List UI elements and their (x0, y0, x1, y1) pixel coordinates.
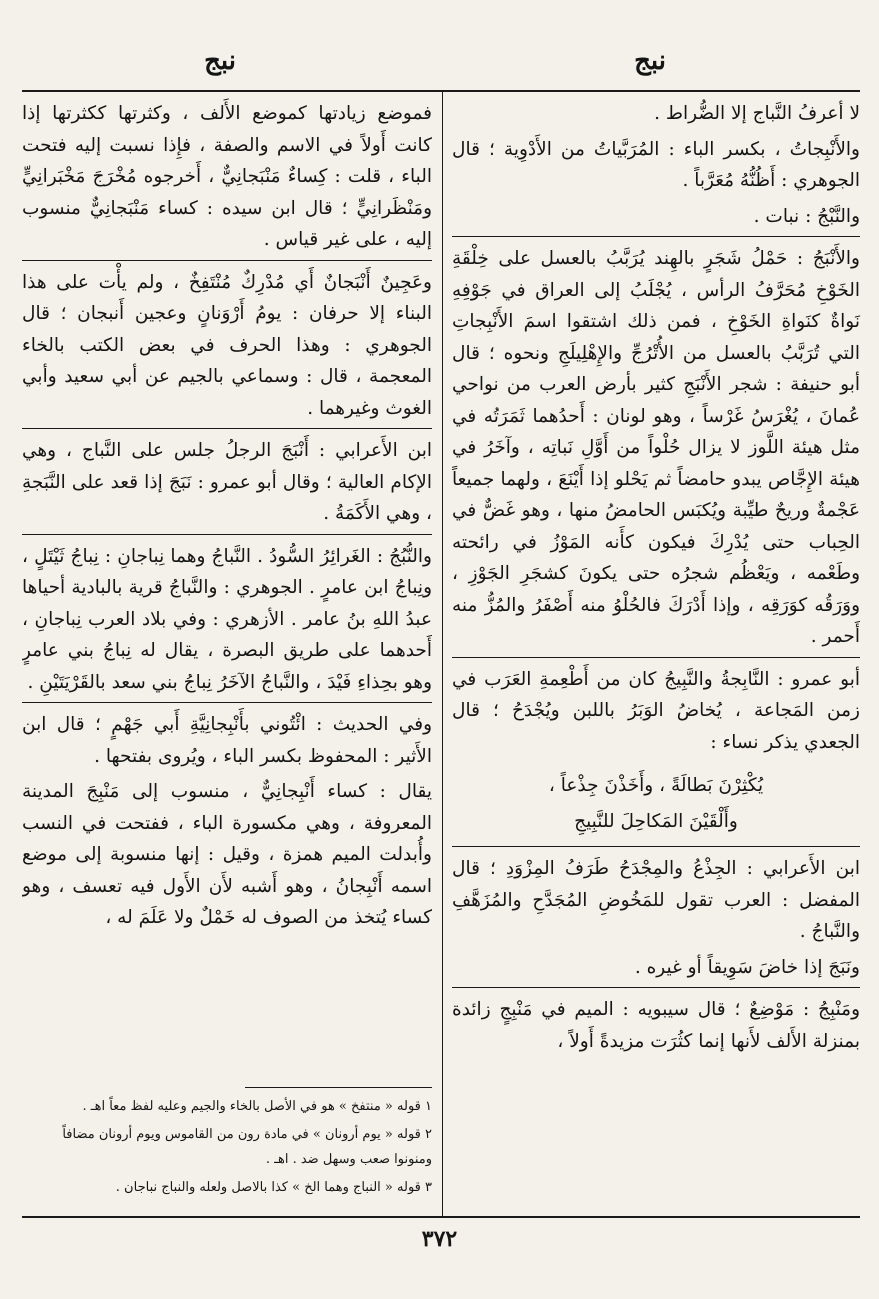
section-rule (22, 702, 432, 703)
section-rule (452, 657, 860, 658)
section-rule (452, 846, 860, 847)
paragraph: ابن الأَعرابي : أَنْبَجَ الرجلُ جلس على النَّباج ، وهي الإكام العالية ؛ وقال أبو عمرو : نَبَجَ إذا قعد على النَّبَجةِ ، وهي الأَكَمَةُ . (22, 440, 432, 524)
paragraph: فموضع زيادتها كموضع الأَلف ، وكثرتها ككثرتها إذا كانت أَولاً في الاسم والصفة ، فإِذا نسبت إليه فتحت الباء ، قلت : كِساءٌ مَنْبَجانِيٌّ ، أَخرجوه مُخْرَجَ مَخْبَرانِيٍّ ومَنْظَرانِيٍّ ؛ قال ابن سيده : كساء مَنْبَجانِيٌّ منسوب إليه ، على غير قياس . (22, 103, 432, 250)
paragraph: وعَجِينٌ أَنْبَجانٌ أَي مُدْرِكٌ مُنْتَفِخٌ ، ولم يأْت على هذا البناء إلا حرفان : يومُ أَرْوَنانٍ وعجين أَنبجان ؛ قال الجوهري : وهذا الحرف في بعض الكتب بالخاء المعجمة ، قال : وسماعي بالجيم عن أبي سعيد وأبي الغوث وغيرهما . (22, 271, 432, 419)
running-header-left: نبج (204, 46, 236, 76)
paragraph: والنَّبْجُ : نبات . (753, 205, 860, 227)
footnote: ٢ قوله « يوم أرونان » في مادة رون من القاموس ويوم أرونان مضافاً ومنونوا صعب وسهل ضد . اهـ . (62, 1127, 432, 1167)
footnote: ١ قوله « منتفخ » هو في الأصل بالخاء والجيم وعليه لفظ معاً اهـ . (82, 1099, 432, 1114)
paragraph: والنُّبُجُ : الغَرائِرُ السُّودُ . النَّباجُ وهما نِباجانِ : نِباجُ ثَيْتَلٍ ، ونِباجُ ابن عامرٍ . الجوهري : والنَّباجُ قرية بالبادية أحياها عبدُ اللهِ بنُ عامر . الأزهري : وفي بلاد العرب نِباجانِ ، أَحدهما على طريق البصرة ، يقال له نِباجُ بني عامرٍ وهو بحِذاءِ فَيْدَ ، والنَّباجُ الآخَرُ نِباجُ بني سعد بالقَرْيَتَيْنِ . (22, 545, 432, 693)
running-header-right: نبج (634, 46, 666, 76)
paragraph: يقال : كساء أَنْبِجانِيٌّ ، منسوب إلى مَنْبِجَ المدينة المعروفة ، وهي مكسورة الباء ، ففتحت في النسب وأُبدلت الميم همزة ، وقيل : إنها منسوبة إلى موضع اسمه أَنْبِجانُ ، وهو أَشبه لأَن الأَول فيه تعسف ، وهو كساء يُتخذ من الصوف له خَمْلٌ ولا عَلَمَ له ، (22, 781, 432, 928)
section-rule (22, 260, 432, 261)
section-rule (452, 236, 860, 237)
left-column (22, 98, 432, 1083)
paragraph: والأَنْبَجُ : حَمْلُ شَجَرٍ بالهِند يُرَبَّبُ بالعسل على خِلْقَةِ الخَوْخِ مُحَرَّفُ الرأس ، يُجْلَبُ إلى العراق في جَوْفِهِ نَواةٌ كنَواةِ الخَوْخِ ، فمن ذلك اشتقوا اسمَ الأَنْبِجاتِ التي تُرَبَّبُ بالعسل من الأُتْرُجِّ والإِهْلِيلَجِ ونحوه ؛ قال أبو حنيفة : شجر الأَنْبَجِ كثير بأرض العرب من نواحي عُمانَ ، يُغْرَسُ غَرْساً ، وهو لونان : أَحدُهما ثَمَرَتُه في مثل هيئة اللَّوز لا يزال حُلْواً من أَوَّلِ نَباتِه ، وآخَرُ في هيئة الإِجَّاص يبدو حامضاً ثم يَحْلو إذا أَيْنَعَ ، ولهما جميعاً عَجْمةٌ وريحٌ طيِّبة ويُكبَس الحامضُ منها ، وهو غَضٌّ في الحِباب حتى يُدْرِكَ فيكون كأَنه المَوْزُ في رائحته وطَعْمه ، ويَعْظُم شجرُه حتى يكونَ كشجَرِ الجَوْزِ ، ووَرَقُه كوَرَقِه ، وإذا أَدْرَكَ فالحُلْوُ منه أَصْفَرُ والمُزُّ منه أَحمر . (452, 248, 860, 647)
footnote: ٣ قوله « النباج وهما الخ » كذا بالاصل ولعله والنباج نباجان . (115, 1180, 432, 1195)
footnotes (22, 1094, 432, 1203)
header-rule (22, 90, 860, 92)
paragraph: ومَنْبِجُ : مَوْضِعٌ ؛ قال سيبويه : الميم في مَنْبِجٍ زائدة بمنزلة الأَلف لأَنها إنما كثُرَت مزيدةً أَولاً ، (452, 999, 860, 1052)
page-number: ٣٧٢ (421, 1226, 458, 1252)
paragraph: وفي الحديث : ائْتُوني بأَنْبِجانِيَّةِ أَبي جَهْمٍ ؛ قال ابن الأَثير : المحفوظ بكسر الباء ، ويُروى بفتحها . (22, 714, 432, 767)
section-rule (22, 428, 432, 429)
paragraph: أبو عمرو : النَّابِجةُ والنَّبِيجُ كان من أَطْعِمةِ العَرَب في زمن المَجاعة ، يُخاضُ الوَبَرُ باللبن ويُجْدَحُ ؛ قال الجعدي يذكر نساء : (452, 668, 860, 753)
footer-rule (22, 1216, 860, 1218)
poetry-verse (452, 762, 860, 842)
section-rule (22, 534, 432, 535)
column-divider (442, 92, 443, 1217)
paragraph: ونَبَجَ إذا خاضَ سَوِيقاً أو غيره . (634, 956, 860, 978)
verse-line: يُكْثِرْنَ بَطالَةً ، وأَخَذْنَ جِذْعاً ، (548, 775, 764, 796)
verse-line: وأَلْقَيْنَ المَكاحِلَ للنَّبِيجِ (574, 811, 738, 832)
footnote-rule (245, 1087, 432, 1088)
paragraph: ابن الأَعرابي : الجِذْعُ والمِجْدَحُ طَرَفُ المِزْوَدِ ؛ قال المفضل : العرب تقول للمَخُوضِ المُجَدَّحِ والمُزَهَّفِ والنَّباجُ . (452, 858, 860, 942)
section-rule (452, 987, 860, 988)
right-column (452, 98, 860, 1061)
paragraph: لا أعرفُ النَّباج إلا الضُّراط . (654, 103, 860, 124)
paragraph: والأَنْبِجاتُ ، بكسر الباء : المُرَبَّياتُ من الأَدْوِية ؛ قال الجوهري : أَظُنُّهُ مُعَرَّباً . (452, 138, 860, 191)
